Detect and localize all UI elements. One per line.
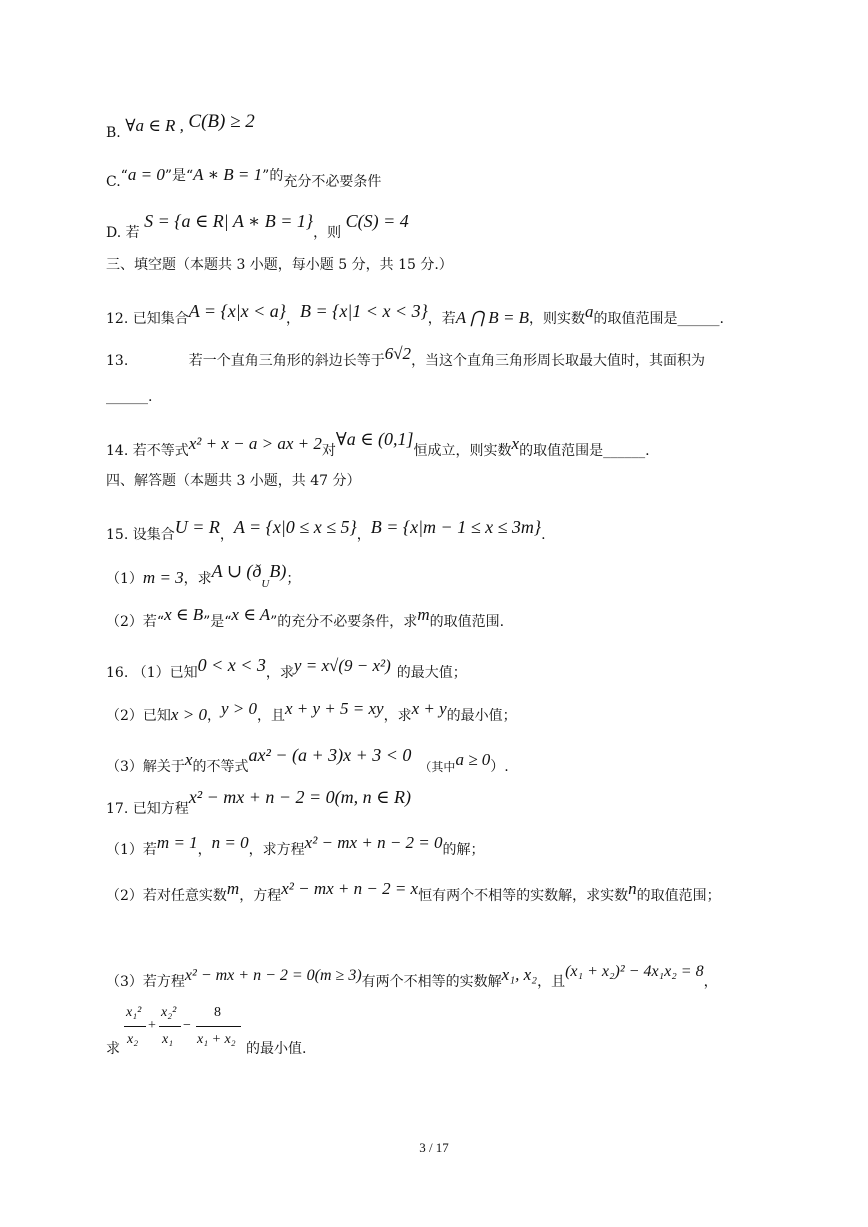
math-expr: A ⋂ B = B bbox=[455, 308, 530, 327]
text: ”的 bbox=[262, 168, 284, 184]
part-label: （1） bbox=[106, 571, 143, 587]
part-label: 16. （1）已知 bbox=[106, 665, 198, 681]
question-14 bbox=[106, 429, 650, 459]
math-expr: x > 0 bbox=[170, 705, 207, 724]
math-expr: y > 0 bbox=[220, 699, 257, 718]
text: 的取值范围. bbox=[429, 614, 505, 630]
math-expr: ∀a ∈ (0,1] bbox=[335, 429, 414, 449]
question-15-part-1 bbox=[106, 561, 301, 590]
math-expr: m = 3 bbox=[142, 568, 184, 587]
math-expr: B) bbox=[269, 561, 287, 581]
text: ， bbox=[206, 708, 221, 724]
text: ，则实数 bbox=[529, 311, 586, 327]
section-title: 三、填空题（本题共 3 小题，每小题 5 分，共 15 分.） bbox=[106, 257, 453, 273]
math-expr: 6√2 bbox=[384, 344, 412, 363]
option-b bbox=[106, 111, 255, 141]
math-expr: x² − mx + n − 2 = x bbox=[281, 879, 419, 898]
question-17 bbox=[106, 787, 411, 817]
quote: “ bbox=[120, 168, 128, 184]
text: ，求方程 bbox=[248, 842, 305, 858]
math-var: m bbox=[226, 879, 240, 898]
question-15-part-2 bbox=[106, 605, 505, 630]
part-label: （2）若对任意实数 bbox=[106, 888, 227, 904]
text: 的取值范围； bbox=[636, 888, 721, 904]
math-expr: C(S) = 4 bbox=[345, 211, 409, 231]
math-subscript: U bbox=[261, 577, 270, 590]
option-d bbox=[106, 211, 409, 241]
math-var: x bbox=[511, 434, 520, 453]
question-13 bbox=[106, 344, 706, 369]
plus-sign: + bbox=[148, 1018, 156, 1033]
text: ，且 bbox=[537, 974, 566, 990]
question-12 bbox=[106, 301, 724, 327]
math-expr: a ≥ 0 bbox=[455, 750, 491, 769]
part-label: （3）解关于 bbox=[106, 759, 185, 775]
math-var: a bbox=[585, 302, 594, 321]
math-expr: A ∪ (ð bbox=[211, 561, 262, 581]
math-expr: a = 0 bbox=[127, 165, 165, 184]
page-number: 3 / 17 bbox=[419, 1140, 449, 1155]
math-expr: 0 < x < 3 bbox=[197, 655, 266, 675]
fraction-1-numerator: x₁² bbox=[126, 1005, 142, 1020]
option-c bbox=[106, 165, 382, 190]
part-label: （2）已知 bbox=[106, 708, 171, 724]
text: 17. 已知方程 bbox=[106, 801, 189, 817]
question-17-part-2 bbox=[106, 879, 721, 904]
option-label: D. 若 bbox=[106, 225, 140, 241]
text: ，若 bbox=[427, 311, 456, 327]
text: ， bbox=[703, 974, 718, 990]
math-expr: A ∗ B = 1 bbox=[193, 165, 263, 184]
math-expr: x² + x − a > ax + 2 bbox=[188, 434, 322, 453]
text: 有两个不相等的实数解 bbox=[361, 974, 502, 990]
text: 若一个直角三角形的斜边长等于 bbox=[188, 353, 385, 369]
text: ）. bbox=[490, 759, 509, 775]
fraction-1-denominator: x₂ bbox=[127, 1032, 139, 1047]
text: ，求 bbox=[265, 665, 294, 681]
math-expr: ax² − (a + 3)x + 3 < 0 bbox=[248, 745, 412, 765]
math-expr: x ∈ A bbox=[231, 605, 271, 624]
text: ，方程 bbox=[239, 888, 282, 904]
text: ，则 bbox=[313, 225, 342, 241]
question-17-part-3 bbox=[106, 963, 718, 990]
math-expr: ∀a ∈ R , bbox=[125, 116, 184, 135]
text: 的解； bbox=[442, 842, 485, 858]
qiu-label: 求 bbox=[106, 1041, 120, 1057]
text: ， bbox=[286, 311, 301, 327]
text: ”是“ bbox=[203, 614, 232, 630]
text: ； bbox=[286, 571, 301, 587]
fraction-bar bbox=[124, 1026, 146, 1027]
math-expr: U = R bbox=[174, 517, 220, 537]
fraction-bar bbox=[159, 1026, 181, 1027]
text: ，求 bbox=[183, 571, 212, 587]
math-expr: m = 1 bbox=[156, 833, 198, 852]
text: 的最大值； bbox=[396, 665, 467, 681]
question-15 bbox=[106, 517, 546, 543]
math-expr: x₁, x₂ bbox=[501, 965, 538, 984]
part-label: （1）若 bbox=[106, 842, 157, 858]
math-expr: B = {x|1 < x < 3} bbox=[300, 301, 428, 321]
text: 14. 若不等式 bbox=[106, 443, 189, 459]
math-expr: n = 0 bbox=[211, 833, 249, 852]
question-17-part-1 bbox=[106, 833, 485, 858]
math-expr: A = {x|0 ≤ x ≤ 5} bbox=[233, 517, 357, 537]
math-expr: x + y + 5 = xy bbox=[284, 699, 384, 718]
math-expr: C(B) ≥ 2 bbox=[188, 111, 255, 132]
fraction-2-denominator: x₁ bbox=[162, 1032, 174, 1047]
text: ， bbox=[219, 527, 234, 543]
text: ， bbox=[356, 527, 371, 543]
fraction-bar bbox=[196, 1026, 241, 1027]
text: ，求 bbox=[383, 708, 412, 724]
math-expr: x ∈ B bbox=[164, 605, 204, 624]
fraction-2-numerator: x₂² bbox=[161, 1005, 177, 1020]
text: 的最小值. bbox=[246, 1041, 307, 1057]
math-expr: x² − mx + n − 2 = 0 bbox=[304, 833, 443, 852]
text: 的取值范围是______. bbox=[519, 443, 650, 459]
text: 恒有两个不相等的实数解，求实数 bbox=[418, 888, 629, 904]
option-label: C. bbox=[106, 174, 121, 190]
math-expr: x² − mx + n − 2 = 0(m, n ∈ R) bbox=[188, 787, 411, 807]
math-expr: y = x√(9 − x²) bbox=[293, 656, 391, 675]
math-var: n bbox=[628, 879, 637, 898]
text: ，当这个直角三角形周长取最大值时，其面积为 bbox=[411, 353, 706, 369]
text: 的取值范围是______. bbox=[593, 311, 724, 327]
text: 的最小值； bbox=[446, 708, 517, 724]
math-var: m bbox=[417, 605, 430, 624]
answer-blank: ______. bbox=[106, 389, 153, 405]
text: ，且 bbox=[256, 708, 285, 724]
text: . bbox=[541, 527, 546, 543]
question-16-part-2 bbox=[106, 699, 517, 724]
math-expr: x² − mx + n − 2 = 0(m ≥ 3) bbox=[184, 967, 362, 984]
math-expr: (x₁ + x₂)² − 4x₁x₂ = 8 bbox=[565, 963, 704, 980]
text: ， bbox=[197, 842, 212, 858]
math-expr: S = {a ∈ R| A ∗ B = 1} bbox=[144, 211, 314, 231]
section-title: 四、解答题（本题共 3 小题，共 47 分） bbox=[106, 473, 361, 489]
text: ”的充分不必要条件，求 bbox=[270, 614, 418, 630]
option-label: B. bbox=[106, 125, 121, 141]
math-expr: A = {x|x < a} bbox=[188, 301, 287, 321]
text: 12. 已知集合 bbox=[106, 311, 189, 327]
minus-sign: − bbox=[183, 1018, 191, 1033]
text: 的不等式 bbox=[192, 759, 249, 775]
math-expr: B = {x|m − 1 ≤ x ≤ 3m} bbox=[370, 517, 542, 537]
part-label: （2）若“ bbox=[106, 614, 165, 630]
question-16-part-3 bbox=[106, 745, 509, 775]
question-16-part-1 bbox=[106, 655, 467, 681]
question-number: 13. bbox=[106, 353, 129, 369]
text: 15. 设集合 bbox=[106, 527, 175, 543]
text: 对 bbox=[321, 443, 336, 459]
text: （其中 bbox=[419, 760, 456, 774]
fraction-3-numerator: 8 bbox=[214, 1005, 221, 1020]
fraction-3-denominator: x₁ + x₂ bbox=[197, 1032, 236, 1047]
part-label: （3）若方程 bbox=[106, 974, 185, 990]
math-var: x bbox=[184, 750, 193, 769]
text: ”是“ bbox=[164, 168, 194, 184]
text: 恒成立，则实数 bbox=[413, 443, 512, 459]
math-expr: x + y bbox=[411, 699, 447, 718]
text: 充分不必要条件 bbox=[283, 174, 382, 190]
